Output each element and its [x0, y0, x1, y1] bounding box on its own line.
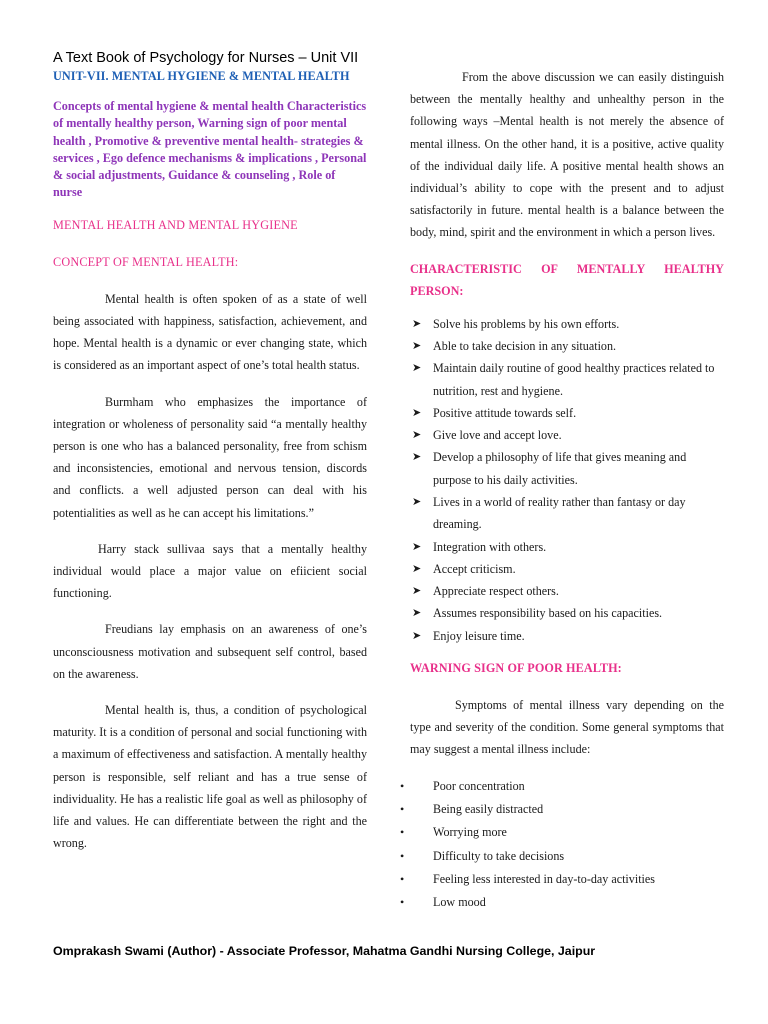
list-item — [400, 845, 724, 868]
symptoms-list — [400, 775, 724, 915]
section-heading-mental-health: MENTAL HEALTH AND MENTAL HYGIENE — [53, 217, 298, 232]
paragraph: Mental health is often spoken of as a state of well being associated with happiness, satisfaction, achievement, and hope. Mental health is a dynamic or ever changing state, which is considered as an important aspect of one’s total health status. — [53, 291, 367, 373]
list-item — [410, 313, 724, 335]
list-item-text: Being easily distracted — [433, 801, 544, 816]
list-item-text: Worrying more — [433, 825, 507, 840]
list-item — [400, 821, 724, 844]
list-item-text: Develop a philosophy of life that gives meaning and purpose to his daily activities. — [433, 450, 687, 487]
list-item-text: Give love and accept love. — [433, 428, 562, 443]
list-item-text: Low mood — [433, 895, 486, 910]
arrowhead-bullet-icon: ➤ — [412, 339, 422, 352]
list-item-text: Appreciate respect others. — [433, 584, 559, 599]
characteristics-heading: CHARACTERISTIC OF MENTALLY HEALTHY — [410, 261, 724, 276]
left-column — [53, 69, 367, 868]
arrowhead-bullet-icon: ➤ — [412, 496, 422, 508]
arrowhead-bullet-icon: ➤ — [412, 317, 422, 330]
list-item — [410, 625, 724, 647]
list-item-text: Maintain daily routine of good healthy practices related to nutrition, rest and hygiene. — [433, 361, 715, 398]
arrowhead-bullet-icon: ➤ — [412, 607, 422, 620]
round-bullet-icon: • — [400, 825, 405, 840]
warning-heading: WARNING SIGN OF POOR HEALTH: — [410, 661, 622, 676]
list-item-text: Lives in a world of reality rather than fantasy or day dreaming. — [433, 495, 686, 532]
paragraph: Burmham who emphasizes the importance of integration or wholeness of personality said “a mentally healthy person is one who has a balanced personality, free from schism and inconsistencies, emotional and nervous tension, discords and conflicts. a well adjusted person can deal with his potentialities as well as he can accept his limitations.” — [53, 394, 367, 520]
paragraph: Freudians lay emphasis on an awareness of one’s unconsciousness motivation and subsequent self control, based on the awareness. — [53, 622, 367, 681]
list-item — [410, 424, 724, 446]
list-item — [400, 775, 724, 798]
topics-list: Concepts of mental hygiene & mental health Characteristics of mentally healthy person, Warning sign of poor mental health , Promotive & preventive mental health- strategies & services , Ego defence mechanisms & implications , Personal & social adjustments, Guidance & counseling , Role of nurse — [53, 99, 367, 200]
arrowhead-bullet-icon: ➤ — [412, 451, 422, 464]
list-item — [410, 580, 724, 602]
round-bullet-icon: • — [400, 778, 405, 793]
page-footer-author: Omprakash Swami (Author) - Associate Professor, Mahatma Gandhi Nursing College, Jaipur — [53, 944, 596, 958]
list-item — [410, 357, 724, 402]
arrowhead-bullet-icon: ➤ — [412, 429, 422, 442]
characteristics-heading-cont: PERSON: — [410, 284, 464, 299]
list-item-text: Solve his problems by his own efforts. — [433, 316, 620, 331]
round-bullet-icon: • — [400, 871, 405, 886]
arrowhead-bullet-icon: ➤ — [412, 540, 422, 553]
right-column — [400, 66, 724, 914]
arrowhead-bullet-icon: ➤ — [412, 585, 422, 598]
symptoms-intro: Symptoms of mental illness vary depending on the type and severity of the condition. Some general symptoms that may suggest a mental illness include: — [410, 698, 724, 757]
list-item-text: Integration with others. — [433, 539, 547, 554]
list-item — [400, 891, 724, 914]
paragraph: Harry stack sullivaa says that a mentally healthy individual would place a major value on efiicient social functioning. — [53, 541, 367, 601]
list-item — [410, 602, 724, 624]
round-bullet-icon: • — [400, 848, 405, 863]
arrowhead-bullet-icon: ➤ — [412, 562, 422, 575]
unit-heading: UNIT-VII. MENTAL HYGIENE & MENTAL HEALTH — [53, 69, 350, 83]
list-item — [410, 402, 724, 424]
list-item — [410, 491, 724, 536]
list-item-text: Difficulty to take decisions — [433, 848, 565, 863]
page-header-title: A Text Book of Psychology for Nurses – Unit VII — [53, 50, 359, 66]
list-item — [410, 335, 724, 357]
list-item — [410, 558, 724, 580]
arrowhead-bullet-icon: ➤ — [412, 362, 422, 375]
paragraph: Mental health is, thus, a condition of psychological maturity. It is a condition of personal and social functioning with a maximum of effectiveness and satisfaction. A mentally healthy person is responsible, self reliant and has a true sense of individuality. He has a realistic life goal as well as philosophy of life and values. He can differentiate between the right and the wrong. — [53, 703, 367, 851]
arrowhead-bullet-icon: ➤ — [412, 406, 422, 419]
list-item-text: Able to take decision in any situation. — [433, 338, 617, 353]
list-item — [410, 536, 724, 558]
list-item-text: Feeling less interested in day-to-day activities — [433, 871, 655, 886]
list-item-text: Positive attitude towards self. — [433, 405, 577, 420]
list-item — [410, 446, 724, 491]
list-item-text: Assumes responsibility based on his capacities. — [433, 606, 663, 621]
round-bullet-icon: • — [400, 895, 405, 910]
characteristics-list — [410, 313, 724, 647]
list-item — [400, 868, 724, 891]
round-bullet-icon: • — [400, 801, 405, 816]
list-item-text: Accept criticism. — [433, 561, 516, 576]
list-item-text: Poor concentration — [433, 778, 525, 793]
intro-paragraph: From the above discussion we can easily distinguish between the mentally healthy and unhealthy person in the following ways –Mental health is not merely the absence of mental illness. On the other hand, it is a positive, active quality of the individual daily life. A positive mental health shows an individual’s ability to cope with the present and to adjust satisfactorily in future. mental health is a balance between the body, mind, spirit and the environment in which a person lives. — [410, 70, 724, 240]
list-item — [400, 798, 724, 821]
arrowhead-bullet-icon: ➤ — [412, 629, 422, 642]
concept-heading: CONCEPT OF MENTAL HEALTH: — [53, 254, 239, 269]
list-item-text: Enjoy leisure time. — [433, 628, 525, 643]
